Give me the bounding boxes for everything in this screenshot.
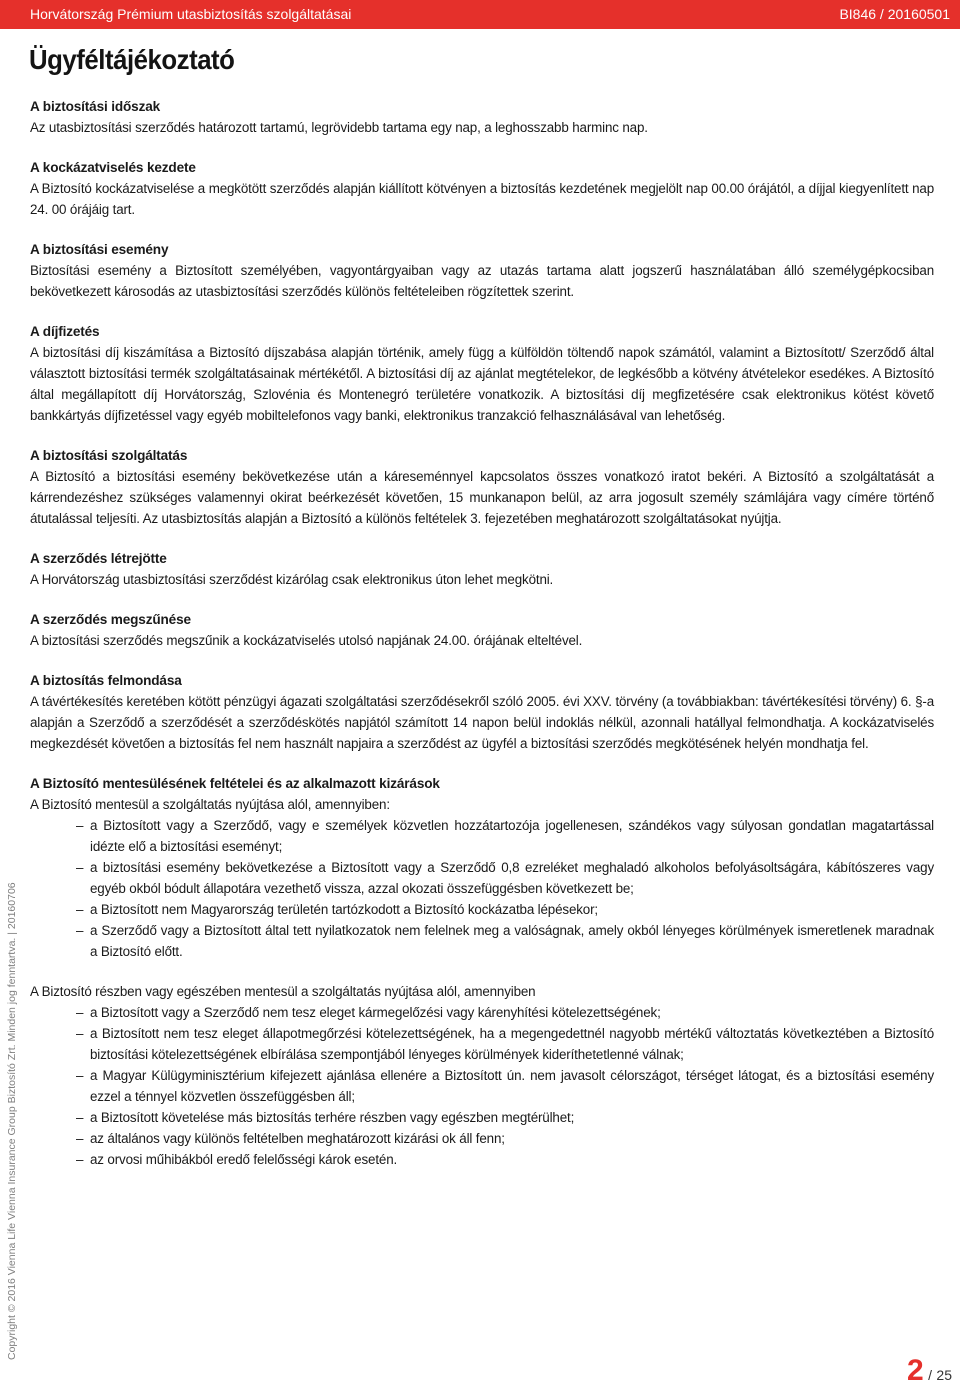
section-exemptions (30, 773, 934, 1170)
section-heading: A biztosítási időszak (30, 99, 161, 114)
section-premium-payment (30, 321, 934, 426)
document-series-title: Horvátország Prémium utasbiztosítás szolgáltatásai (30, 6, 352, 22)
section-text: A távértékesítés keretében kötött pénzügyi ágazati szolgáltatási szerződésekről szóló 2005. évi XXV. törvény (a továbbiakban: távértékesítési törvény) 6. §-a alapján a Szerződő a szerződését a szerződéskötés napjától számított 14 napon belül indoklás nélkül, azonnali hatállyal felmondhatja. A kockázatviselés megkezdését követően a biztosítás fel nem használt napjaira a szerződést az ügyfél a biztosítási szerződés megkötésének helyén mondhatja fel. (30, 694, 934, 751)
exemptions-partial-intro: A Biztosító részben vagy egészében mentesül a szolgáltatás nyújtása alól, amennyiben (30, 984, 536, 999)
section-heading: A biztosítás felmondása (30, 673, 182, 688)
page-separator: / (928, 1367, 932, 1383)
list-item: – a Biztosított nem tesz eleget állapotmegőrzési kötelezettségének, ha a megengedettnél nagyobb mértékű változtatás következtében a Biztosító biztosítási kötelezettségének elbírálása szempontjából lényeges körülmények kideríthetetlenné válnak; (90, 1023, 934, 1065)
current-page: 2 (906, 1354, 924, 1387)
section-text: A Biztosító a biztosítási esemény bekövetkezése után a káreseménnyel kapcsolatos összes vonatkozó iratot bekéri. A Biztosító a szolgáltatását a kárrendezéshez szükséges valamennyi okirat beérkezését követően, 15 munkanapon belül, az arra jogosult személy számlájára vagy címére történő átutalással teljesíti. Az utasbiztosítás alapján a Biztosító a különös feltételek 3. fejezetében meghatározott szolgáltatásokat nyújtja. (30, 469, 934, 526)
section-text: A Horvátország utasbiztosítási szerződést kizárólag csak elektronikus úton lehet megkötni. (30, 572, 554, 587)
list-item: – a Magyar Külügyminisztérium kifejezett ajánlása ellenére a Biztosított ún. nem javasolt célországot, térséget látogat, és a biztosítási esemény ezzel a ténnyel közvetlen összefüggésben áll; (90, 1065, 934, 1107)
total-pages: 25 (936, 1367, 952, 1383)
copyright-text: Copyright © 2016 Vienna Life Vienna Insurance Group Biztosító Zrt. Minden jog fenntartva. | 20160706 (6, 882, 18, 1360)
bullet-dash: – (76, 818, 84, 833)
section-heading: A szerződés létrejötte (30, 551, 167, 566)
section-text: A biztosítási szerződés megszűnik a kockázatviselés utolsó napjának 24.00. órájának elteltével. (30, 633, 583, 648)
section-text: Biztosítási esemény a Biztosított személyében, vagyontárgyaiban vagy az utazás tartama alatt jogszerű használatában álló személygépkocsiban bekövetkezett károsodás az utasbiztosítási szerződés különös feltételeiben rögzítettek szerint. (30, 263, 934, 299)
list-item: – az orvosi műhibákból eredő felelősségi károk esetén. (90, 1149, 934, 1170)
bullet-dash: – (76, 902, 84, 917)
exemptions-partial-list (30, 1002, 934, 1170)
section-insurance-period (30, 96, 934, 138)
list-item: – a Biztosított követelése más biztosítás terhére részben vagy egészben megtérülhet; (90, 1107, 934, 1128)
section-text: Az utasbiztosítási szerződés határozott tartamú, legrövidebb tartama egy nap, a leghosszabb harminc nap. (30, 120, 648, 135)
bullet-dash: – (76, 1152, 84, 1167)
section-contract-formation (30, 548, 934, 590)
section-heading: A biztosítási esemény (30, 242, 169, 257)
section-cancellation (30, 670, 934, 754)
section-heading: A kockázatviselés kezdete (30, 160, 196, 175)
section-heading: A Biztosító mentesülésének feltételei és az alkalmazott kizárások (30, 776, 440, 791)
document-code: BI846 / 20160501 (839, 6, 950, 22)
list-item: – a biztosítási esemény bekövetkezése a Biztosított vagy a Szerződő 0,8 ezreléket meghaladó alkoholos befolyásoltságára, kábítószeres vagy egyéb okból bódult állapotára vezethető vissza, azzal okozati összefüggésben következett be; (90, 857, 934, 899)
list-item: – az általános vagy különös feltételben meghatározott kizárási ok áll fenn; (90, 1128, 934, 1149)
exemptions-full-intro: A Biztosító mentesül a szolgáltatás nyújtása alól, amennyiben: (30, 797, 390, 812)
page-number (907, 1354, 952, 1388)
bullet-dash: – (76, 1026, 84, 1041)
copyright-side-note (2, 800, 22, 1360)
list-item: – a Szerződő vagy a Biztosított által tett nyilatkozatok nem felelnek meg a valóságnak, amely okból lényeges körülmények ismeretlenek maradnak a Biztosító előtt. (90, 920, 934, 962)
bullet-dash: – (76, 1110, 84, 1125)
list-item: – a Biztosított vagy a Szerződő, vagy e személyek közvetlen hozzátartozója jogellenesen, szándékos vagy súlyosan gondatlan magatartással idézte elő a biztosítási eseményt; (90, 815, 934, 857)
exemptions-full-list (30, 815, 934, 962)
bullet-dash: – (76, 860, 84, 875)
bullet-dash: – (76, 1068, 84, 1083)
page-title: Ügyféltájékoztató (29, 44, 235, 75)
section-text: A Biztosító kockázatviselése a megkötött szerződés alapján kiállított kötvényen a biztosítás kezdetének megjelölt nap 00.00 órájától, a díjjal kiegyenlített nap 24. 00 órájáig tart. (30, 181, 934, 217)
section-heading: A díjfizetés (30, 324, 100, 339)
list-item: – a Biztosított vagy a Szerződő nem tesz eleget kármegelőzési vagy kárenyhítési kötelezettségének; (90, 1002, 934, 1023)
section-risk-start (30, 157, 934, 220)
list-item: – a Biztosított nem Magyarország területén tartózkodott a Biztosító kockázatba lépésekor; (90, 899, 934, 920)
section-insurance-event (30, 239, 934, 302)
bullet-dash: – (76, 1005, 84, 1020)
section-heading: A szerződés megszűnése (30, 612, 191, 627)
section-contract-termination (30, 609, 934, 651)
section-text: A biztosítási díj kiszámítása a Biztosító díjszabása alapján történik, amely függ a külföldön töltendő napok számától, valamint a Biztosított/ Szerződő által választott biztosítási termék szolgáltatásainak mértékétől. A biztosítási díj az ajánlat megtételekor, de legkésőbb a kötvény átvételekor esedékes. A Biztosító által megállapított díj Horvátország, Szlovénia és Montenegró területére vonatkozik. A biztosítási díj megfizetésére csak elektronikus kötést követő bankkártyás díjfizetéssel vagy egyéb mobiltelefonos vagy banki, elektronikus tranzakció felhasználásával van lehetőség. (30, 345, 934, 423)
bullet-dash: – (76, 1131, 84, 1146)
document-body (30, 96, 934, 1189)
section-insurance-service (30, 445, 934, 529)
header-bar (0, 0, 960, 29)
bullet-dash: – (76, 923, 84, 938)
section-heading: A biztosítási szolgáltatás (30, 448, 188, 463)
